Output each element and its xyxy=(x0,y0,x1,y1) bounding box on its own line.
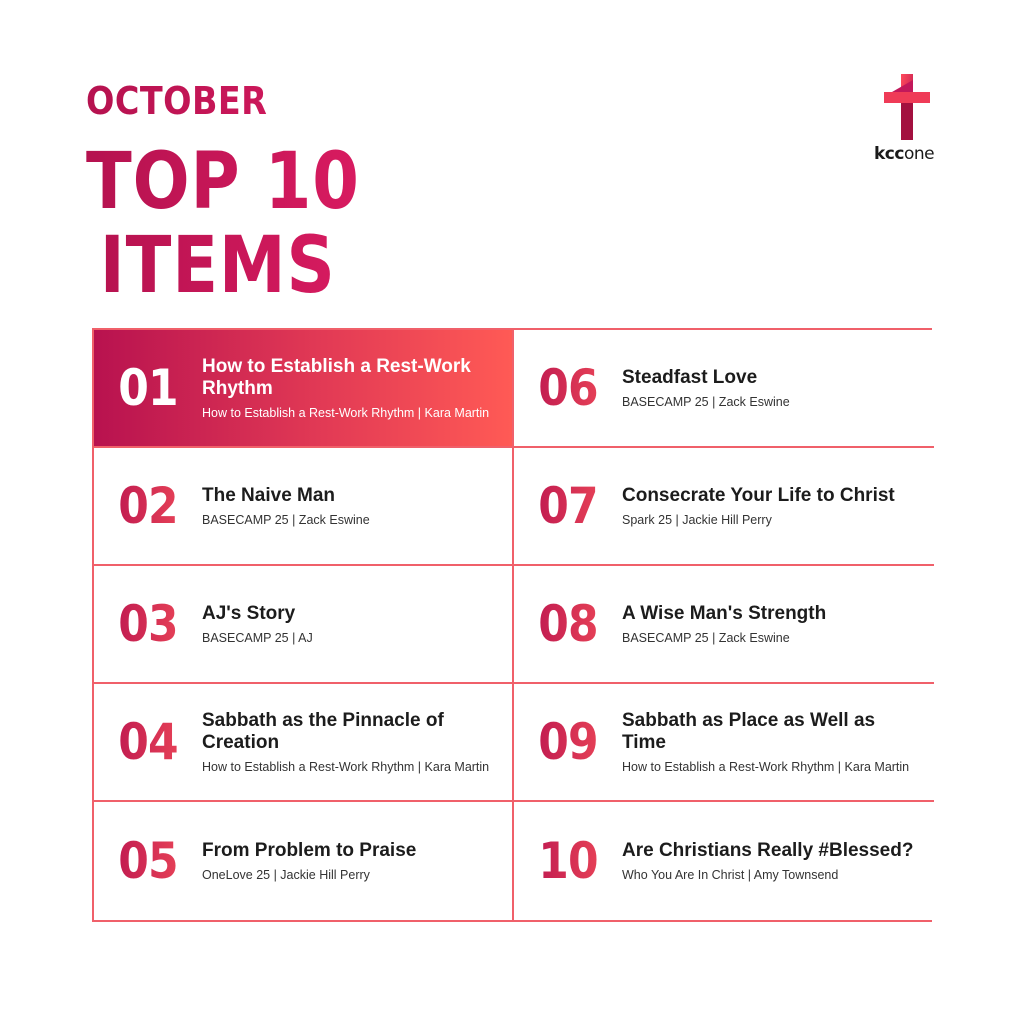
item-info xyxy=(202,356,512,421)
rank-number: 02 xyxy=(100,477,195,535)
item-title: Sabbath as the Pinnacle of Creation xyxy=(202,709,444,753)
item-title: Consecrate Your Life to Christ xyxy=(622,484,895,506)
cross-one-icon xyxy=(882,74,932,140)
item-subtitle: How to Establish a Rest-Work Rhythm | Kara Martin xyxy=(202,405,490,420)
item-subtitle: How to Establish a Rest-Work Rhythm | Kara Martin xyxy=(202,759,490,774)
ranking-item-04[interactable] xyxy=(94,684,514,802)
item-title: Sabbath as Place as Well as Time xyxy=(622,709,876,753)
item-info xyxy=(202,710,512,775)
ranking-item-02[interactable] xyxy=(94,448,514,566)
item-subtitle: OneLove 25 | Jackie Hill Perry xyxy=(202,867,370,882)
rank-number: 03 xyxy=(100,595,195,653)
item-subtitle: BASECAMP 25 | AJ xyxy=(202,630,313,645)
item-info xyxy=(202,603,512,646)
item-info xyxy=(622,840,934,883)
rank-number: 09 xyxy=(520,713,615,771)
page-title xyxy=(86,137,360,311)
item-title: AJ's Story xyxy=(202,602,296,624)
item-title: The Naive Man xyxy=(202,484,336,506)
heading xyxy=(86,76,404,311)
ranking-grid xyxy=(92,328,932,922)
item-subtitle: BASECAMP 25 | Zack Eswine xyxy=(622,630,790,645)
rank-number: 07 xyxy=(520,477,615,535)
item-subtitle: BASECAMP 25 | Zack Eswine xyxy=(622,394,790,409)
item-info xyxy=(622,603,934,646)
rank-number: 04 xyxy=(100,713,195,771)
logo-wordmark: kccone xyxy=(874,144,935,164)
item-info xyxy=(622,710,934,775)
item-title: How to Establish a Rest-Work Rhythm xyxy=(202,355,471,399)
ranking-item-06[interactable] xyxy=(514,330,934,448)
item-subtitle: Who You Are In Christ | Amy Townsend xyxy=(622,867,839,882)
item-subtitle: Spark 25 | Jackie Hill Perry xyxy=(622,512,772,527)
item-title: A Wise Man's Strength xyxy=(622,602,827,624)
title-line-1: TOP 10 xyxy=(86,137,360,227)
ranking-item-08[interactable] xyxy=(514,566,934,684)
rank-number: 08 xyxy=(520,595,615,653)
rank-number: 05 xyxy=(100,832,195,890)
ranking-item-01[interactable] xyxy=(94,330,514,448)
item-title: From Problem to Praise xyxy=(202,839,417,861)
rank-number: 06 xyxy=(520,359,615,417)
title-line-2: ITEMS xyxy=(99,221,336,311)
item-title: Steadfast Love xyxy=(622,366,758,388)
rank-number: 01 xyxy=(118,359,178,417)
kcc-one-logo xyxy=(872,74,944,166)
ranking-item-05[interactable] xyxy=(94,802,514,920)
item-info xyxy=(202,485,512,528)
item-title: Are Christians Really #Blessed? xyxy=(622,839,914,861)
month-label: OCTOBER xyxy=(86,76,366,126)
ranking-item-09[interactable] xyxy=(514,684,934,802)
item-subtitle: How to Establish a Rest-Work Rhythm | Kara Martin xyxy=(622,759,910,774)
ranking-item-10[interactable] xyxy=(514,802,934,920)
item-info xyxy=(622,367,934,410)
item-info xyxy=(202,840,512,883)
ranking-item-07[interactable] xyxy=(514,448,934,566)
item-info xyxy=(622,485,934,528)
ranking-item-03[interactable] xyxy=(94,566,514,684)
item-subtitle: BASECAMP 25 | Zack Eswine xyxy=(202,512,370,527)
rank-number: 10 xyxy=(520,832,615,890)
